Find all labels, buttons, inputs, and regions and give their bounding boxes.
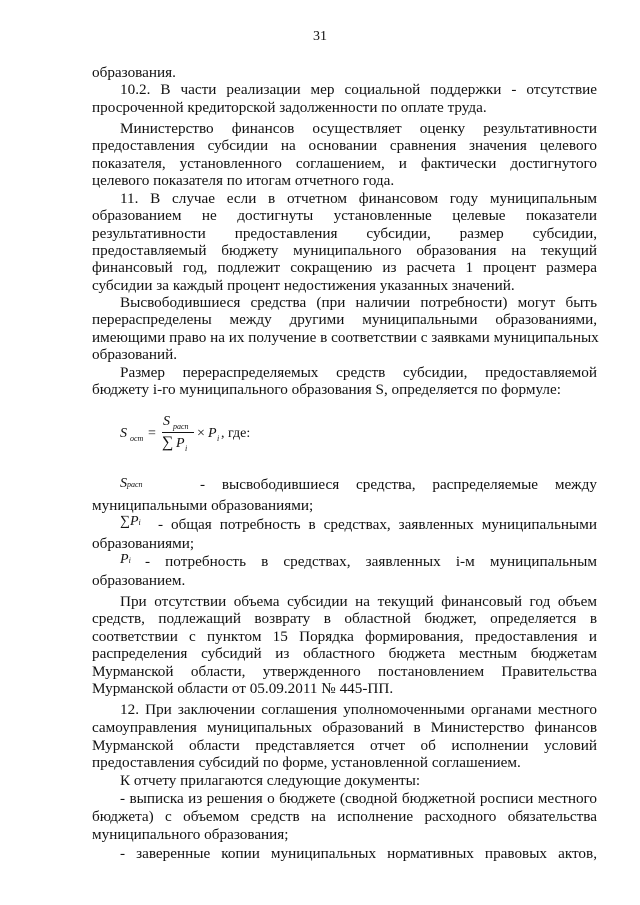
text-line: предоставления субсидии на основании сравнения значения целевого bbox=[92, 137, 597, 154]
sum-p-subscript: i bbox=[138, 518, 141, 527]
text-line: целевого показателя по итогам отчетного года. bbox=[92, 172, 395, 189]
text-line: просроченной кредиторской задолженности по оплате труда. bbox=[92, 99, 487, 116]
text-line: - высвободившиеся средства, распределяемые между bbox=[200, 476, 597, 493]
formula-sigma: ∑ bbox=[162, 434, 174, 451]
formula-lhs-symbol: S bbox=[120, 426, 127, 441]
text-line: образования. bbox=[92, 64, 176, 81]
text-line: При отсутствии объема субсидии на текущий финансовый год объем bbox=[120, 593, 597, 610]
text-line: результативности предоставления субсидии, размер субсидии, bbox=[92, 225, 597, 242]
formula-suffix: , где: bbox=[221, 426, 251, 441]
s-rasp-term bbox=[120, 476, 143, 492]
text-line: субсидии за каждый процент недостижения указанных значений. bbox=[92, 277, 515, 294]
text-line: предоставляемый бюджету муниципального образования на текущий bbox=[92, 242, 597, 259]
p-term-subscript: i bbox=[128, 556, 131, 565]
formula-p-subscript: i bbox=[217, 434, 220, 443]
text-line: Мурманской области, утвержденного постановлением Правительства bbox=[92, 663, 597, 680]
text-line: К отчету прилагаются следующие документы: bbox=[120, 772, 421, 789]
text-line: распределения субсидий из областного бюджета местным бюджетам bbox=[92, 645, 597, 662]
fraction-bar bbox=[162, 432, 194, 433]
text-line: перераспределены между другими муниципальными образованиями, bbox=[92, 311, 597, 328]
sum-p-sigma: ∑ bbox=[120, 514, 130, 529]
text-line: Мурманской области представляется отчет об исполнении условий bbox=[92, 737, 597, 754]
formula-p-symbol: P bbox=[208, 426, 217, 441]
formula-numerator-symbol: S bbox=[163, 414, 170, 429]
text-line: Размер перераспределяемых средств субсидии, предоставляемой bbox=[120, 364, 597, 381]
text-line: 11. В случае если в отчетном финансовом году муниципальным bbox=[120, 190, 597, 207]
text-line: имеющими право на их получение в соответствии с заявками муниципальных bbox=[92, 329, 599, 346]
page-number: 31 bbox=[313, 29, 327, 44]
sum-p-term bbox=[120, 514, 141, 530]
formula-numerator-subscript: расп bbox=[173, 422, 189, 431]
text-line: образованием. bbox=[92, 572, 186, 589]
text-line: предоставления субсидий по форме, установленной соглашением. bbox=[92, 754, 521, 771]
p-term-symbol: P bbox=[120, 552, 129, 567]
text-line: муниципального образования; bbox=[92, 826, 289, 843]
text-line: - потребность в средствах, заявленных i-м муниципальным bbox=[145, 553, 597, 570]
formula-lhs-subscript: ост bbox=[130, 434, 144, 443]
text-line: средств, подлежащий возврату в областной бюджет, определяется в bbox=[92, 610, 597, 627]
text-line: муниципальными образованиями; bbox=[92, 497, 314, 514]
s-rasp-subscript: расп bbox=[127, 480, 143, 489]
p-term bbox=[120, 552, 131, 568]
formula-denominator-subscript: i bbox=[185, 444, 188, 453]
text-line: 12. При заключении соглашения уполномоченными органами местного bbox=[120, 701, 597, 718]
formula-equals: = bbox=[148, 426, 156, 441]
text-line: - общая потребность в средствах, заявленных муниципальными bbox=[158, 516, 597, 533]
text-line: показателя, установленного соглашением, и фактически достигнутого bbox=[92, 155, 597, 172]
text-line: 10.2. В части реализации мер социальной поддержки - отсутствие bbox=[120, 81, 597, 98]
text-line: финансовый год, подлежит сокращению из расчета 1 процент размера bbox=[92, 259, 597, 276]
text-line: бюджету i-го муниципального образования S, определяется по формуле: bbox=[92, 381, 561, 398]
text-line: Мурманской области от 05.09.2011 № 445-ПП. bbox=[92, 680, 394, 697]
text-line: образованиями; bbox=[92, 535, 195, 552]
s-rasp-symbol: S bbox=[120, 476, 127, 491]
sum-p-symbol: P bbox=[129, 514, 139, 529]
text-line: бюджета) с объемом средств на исполнение расходного обязательства bbox=[92, 808, 597, 825]
formula-times: × bbox=[197, 426, 205, 441]
text-line: образованием не достигнуты установленные целевые показатели bbox=[92, 207, 597, 224]
text-line: Высвободившиеся средства (при наличии потребности) могут быть bbox=[120, 294, 597, 311]
text-line: соответствии с пунктом 15 Порядка формирования, предоставления и bbox=[92, 628, 597, 645]
text-line: Министерство финансов осуществляет оценку результативности bbox=[120, 120, 597, 137]
text-line: - выписка из решения о бюджете (сводной бюджетной росписи местного bbox=[120, 790, 597, 807]
text-line: образований. bbox=[92, 346, 178, 363]
text-line: самоуправления муниципальных образований в Министерство финансов bbox=[92, 719, 597, 736]
formula-denominator-symbol: P bbox=[176, 436, 185, 451]
text-line: - заверенные копии муниципальных нормативных правовых актов, bbox=[120, 845, 597, 862]
subsidy-formula bbox=[120, 412, 340, 452]
